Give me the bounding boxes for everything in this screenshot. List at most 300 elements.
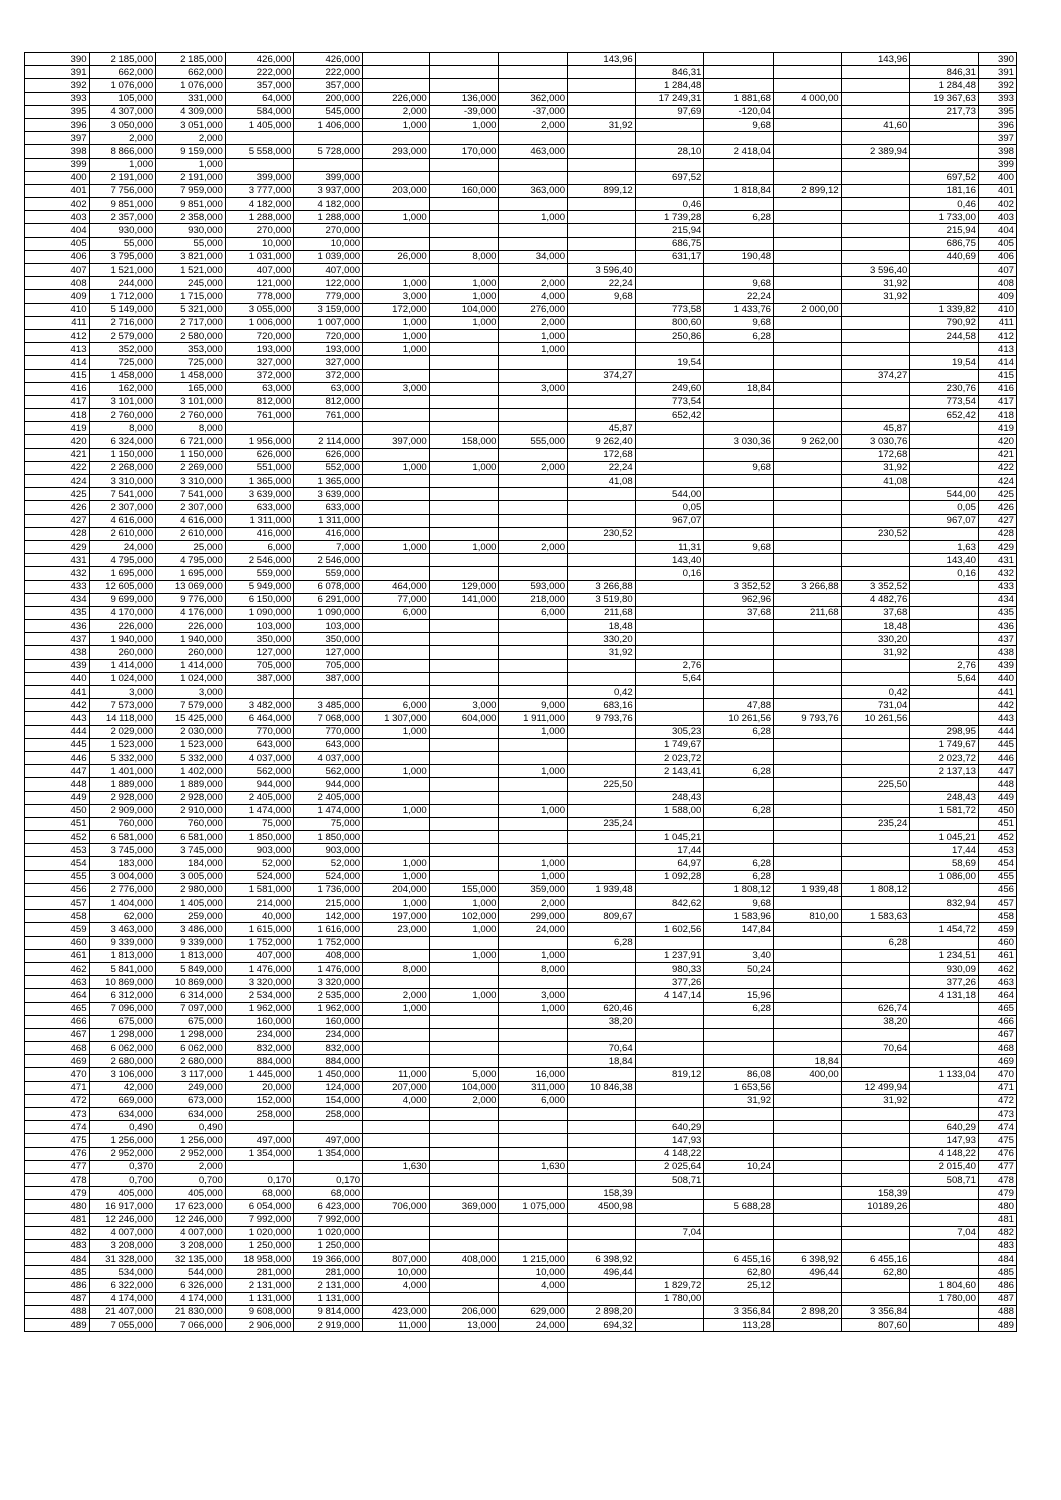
table-cell xyxy=(704,686,774,699)
table-cell: 1 020,000 xyxy=(294,1226,363,1239)
table-cell: 466 xyxy=(978,1015,1016,1028)
table-row xyxy=(25,1002,1017,1015)
table-cell xyxy=(635,778,704,791)
table-cell: 418 xyxy=(978,409,1016,422)
table-cell: 3 821,000 xyxy=(156,250,226,263)
table-row xyxy=(25,633,1017,646)
table-cell: 809,67 xyxy=(568,910,636,923)
table-cell xyxy=(568,540,636,553)
table-cell: 1 450,000 xyxy=(294,1068,363,1081)
table-cell: 6 423,000 xyxy=(294,1200,363,1213)
table-cell: 1 024,000 xyxy=(156,672,226,685)
table-cell: 129,000 xyxy=(429,580,499,593)
table-cell: 409 xyxy=(978,290,1016,303)
table-cell xyxy=(774,686,842,699)
table-cell: 846,31 xyxy=(635,66,704,79)
table-row xyxy=(25,1068,1017,1081)
table-cell xyxy=(429,738,499,751)
table-cell: 559,000 xyxy=(294,567,363,580)
table-cell xyxy=(499,422,568,435)
table-cell: 1,000 xyxy=(363,343,430,356)
table-cell: 6,28 xyxy=(704,329,774,342)
table-cell: 1 813,000 xyxy=(156,949,226,962)
table-cell: 475 xyxy=(25,1134,90,1147)
table-cell: 1,000 xyxy=(363,857,430,870)
table-cell: 41,60 xyxy=(841,118,910,131)
table-cell: 10 869,000 xyxy=(89,976,156,989)
table-cell: 846,31 xyxy=(910,66,979,79)
table-cell: 392 xyxy=(25,79,90,92)
table-cell xyxy=(635,646,704,659)
table-cell xyxy=(704,527,774,540)
table-cell xyxy=(429,1055,499,1068)
table-cell: -39,000 xyxy=(429,105,499,118)
table-cell xyxy=(910,158,979,171)
table-cell: 7 992,000 xyxy=(294,1213,363,1226)
table-cell: 395 xyxy=(25,105,90,118)
table-cell xyxy=(363,132,430,145)
table-cell: 437 xyxy=(978,633,1016,646)
table-row xyxy=(25,92,1017,105)
table-cell xyxy=(704,976,774,989)
table-cell xyxy=(363,79,430,92)
table-cell xyxy=(429,343,499,356)
table-cell: 2,000 xyxy=(499,277,568,290)
table-cell: 9 262,40 xyxy=(568,435,636,448)
table-cell: 770,000 xyxy=(294,725,363,738)
table-cell xyxy=(704,659,774,672)
table-cell: 2 906,000 xyxy=(225,1319,294,1332)
table-cell xyxy=(363,1226,430,1239)
table-cell: 21 407,000 xyxy=(89,1305,156,1318)
table-cell: 441 xyxy=(25,686,90,699)
table-cell xyxy=(499,1042,568,1055)
table-cell: 4 037,000 xyxy=(294,751,363,764)
table-cell: 0,46 xyxy=(635,198,704,211)
table-cell: 483 xyxy=(978,1239,1016,1252)
table-cell: 2 137,13 xyxy=(910,765,979,778)
table-cell: 222,000 xyxy=(294,66,363,79)
table-cell: 405 xyxy=(25,237,90,250)
table-cell: 7 055,000 xyxy=(89,1319,156,1332)
table-cell: 488 xyxy=(25,1305,90,1318)
table-row xyxy=(25,778,1017,791)
table-cell: 471 xyxy=(978,1081,1016,1094)
table-cell: 357,000 xyxy=(225,79,294,92)
table-cell: 472 xyxy=(25,1094,90,1107)
table-cell: 1 256,000 xyxy=(156,1134,226,1147)
table-cell xyxy=(774,356,842,369)
table-cell: 778,000 xyxy=(225,290,294,303)
table-cell: 421 xyxy=(978,448,1016,461)
table-body xyxy=(25,53,1017,1332)
table-cell xyxy=(568,962,636,975)
table-cell: 2 000,00 xyxy=(774,303,842,316)
table-row xyxy=(25,237,1017,250)
table-cell: 3 745,000 xyxy=(89,844,156,857)
table-cell: 311,000 xyxy=(499,1081,568,1094)
table-cell xyxy=(704,514,774,527)
table-cell xyxy=(635,461,704,474)
table-cell: 4 182,000 xyxy=(294,198,363,211)
table-cell xyxy=(704,1121,774,1134)
table-cell: 0,700 xyxy=(156,1173,226,1186)
table-row xyxy=(25,132,1017,145)
table-cell: 141,000 xyxy=(429,593,499,606)
table-row xyxy=(25,1015,1017,1028)
table-cell: 1,000 xyxy=(156,158,226,171)
table-cell xyxy=(841,765,910,778)
table-cell: 374,27 xyxy=(841,369,910,382)
table-cell: 673,000 xyxy=(156,1094,226,1107)
table-cell: 812,000 xyxy=(225,395,294,408)
table-cell: 9,000 xyxy=(499,699,568,712)
table-cell: 193,000 xyxy=(225,343,294,356)
table-cell: 9 339,000 xyxy=(156,936,226,949)
table-cell: 172,68 xyxy=(568,448,636,461)
table-row xyxy=(25,329,1017,342)
table-cell: 1 031,000 xyxy=(225,250,294,263)
table-cell: 980,33 xyxy=(635,962,704,975)
table-cell xyxy=(635,1015,704,1028)
table-cell: 489 xyxy=(978,1319,1016,1332)
table-cell xyxy=(429,1028,499,1041)
table-cell: 6 314,000 xyxy=(156,989,226,1002)
table-cell: 52,000 xyxy=(294,857,363,870)
table-cell: 4,000 xyxy=(363,1279,430,1292)
table-cell xyxy=(704,369,774,382)
table-cell: 2,000 xyxy=(429,1094,499,1107)
table-cell: 633,000 xyxy=(294,501,363,514)
table-cell: 448 xyxy=(978,778,1016,791)
table-cell: 2 131,000 xyxy=(294,1279,363,1292)
table-cell: 455 xyxy=(978,870,1016,883)
table-cell: 705,000 xyxy=(294,659,363,672)
table-cell xyxy=(429,1002,499,1015)
table-cell: 3 310,000 xyxy=(89,475,156,488)
table-cell: 11,000 xyxy=(363,1319,430,1332)
table-cell: 445 xyxy=(25,738,90,751)
table-cell xyxy=(499,751,568,764)
table-cell: 1 007,000 xyxy=(294,316,363,329)
table-cell xyxy=(568,765,636,778)
table-cell xyxy=(704,1015,774,1028)
table-cell: 0,05 xyxy=(910,501,979,514)
table-cell: 626,74 xyxy=(841,1002,910,1015)
table-cell xyxy=(910,1081,979,1094)
table-cell: 706,000 xyxy=(363,1200,430,1213)
table-cell: 1 458,000 xyxy=(156,369,226,382)
table-cell: 19 366,000 xyxy=(294,1253,363,1266)
table-cell: 899,12 xyxy=(568,184,636,197)
table-cell: 10,000 xyxy=(363,1266,430,1279)
table-cell: 1,000 xyxy=(363,540,430,553)
table-cell: 725,000 xyxy=(89,356,156,369)
table-cell: 411 xyxy=(25,316,90,329)
table-cell: 9 262,00 xyxy=(774,435,842,448)
table-cell xyxy=(910,475,979,488)
table-cell: 5 321,000 xyxy=(156,303,226,316)
table-cell: 6,000 xyxy=(363,699,430,712)
table-cell: 2 952,000 xyxy=(89,1147,156,1160)
table-cell: 2 185,000 xyxy=(156,53,226,66)
table-row xyxy=(25,831,1017,844)
table-row xyxy=(25,540,1017,553)
table-cell xyxy=(774,738,842,751)
table-cell: 13,000 xyxy=(429,1319,499,1332)
table-cell xyxy=(704,488,774,501)
table-cell: 465 xyxy=(25,1002,90,1015)
table-cell: 211,68 xyxy=(568,606,636,619)
table-cell: 731,04 xyxy=(841,699,910,712)
table-cell: 0,170 xyxy=(225,1173,294,1186)
table-cell xyxy=(635,1266,704,1279)
table-cell: 408 xyxy=(978,277,1016,290)
table-cell xyxy=(635,277,704,290)
table-cell: 17 623,000 xyxy=(156,1200,226,1213)
table-cell xyxy=(774,329,842,342)
table-cell xyxy=(841,567,910,580)
table-cell: 481 xyxy=(25,1213,90,1226)
table-cell: 450 xyxy=(25,804,90,817)
table-cell xyxy=(499,686,568,699)
table-cell: 7 541,000 xyxy=(156,488,226,501)
table-cell: 22,24 xyxy=(568,277,636,290)
table-cell xyxy=(429,1226,499,1239)
table-cell: 18,84 xyxy=(774,1055,842,1068)
table-cell xyxy=(774,765,842,778)
table-cell xyxy=(499,475,568,488)
table-row xyxy=(25,1226,1017,1239)
table-cell: 842,62 xyxy=(635,897,704,910)
table-cell: 9 776,000 xyxy=(156,593,226,606)
table-cell: 468 xyxy=(25,1042,90,1055)
table-cell: 2 143,41 xyxy=(635,765,704,778)
table-cell: 481 xyxy=(978,1213,1016,1226)
table-cell xyxy=(363,356,430,369)
table-cell xyxy=(363,1121,430,1134)
table-cell: 2 760,000 xyxy=(89,409,156,422)
table-cell: 455 xyxy=(25,870,90,883)
table-cell: 461 xyxy=(978,949,1016,962)
table-cell xyxy=(635,118,704,131)
table-cell: 1 695,000 xyxy=(89,567,156,580)
table-cell: 471 xyxy=(25,1081,90,1094)
table-cell xyxy=(363,1055,430,1068)
table-cell xyxy=(568,488,636,501)
table-cell: 431 xyxy=(25,554,90,567)
table-cell: 0,42 xyxy=(841,686,910,699)
table-cell xyxy=(704,1134,774,1147)
table-cell xyxy=(429,198,499,211)
table-cell: 643,000 xyxy=(294,738,363,751)
table-cell: 2 928,000 xyxy=(89,791,156,804)
table-cell: 438 xyxy=(978,646,1016,659)
table-cell: 1,000 xyxy=(429,540,499,553)
table-cell xyxy=(774,105,842,118)
table-cell xyxy=(429,422,499,435)
table-cell: 458 xyxy=(25,910,90,923)
table-cell: 1 739,28 xyxy=(635,211,704,224)
table-row xyxy=(25,277,1017,290)
table-cell: 1,000 xyxy=(429,923,499,936)
table-cell: 482 xyxy=(25,1226,90,1239)
table-cell: 2 268,000 xyxy=(89,461,156,474)
table-cell: 1,000 xyxy=(429,461,499,474)
table-cell: 327,000 xyxy=(294,356,363,369)
table-cell: 1 405,000 xyxy=(156,897,226,910)
table-cell: 97,69 xyxy=(635,105,704,118)
table-cell: 3 004,000 xyxy=(89,870,156,883)
table-row xyxy=(25,211,1017,224)
table-cell: 5 332,000 xyxy=(89,751,156,764)
table-cell: 812,000 xyxy=(294,395,363,408)
table-cell: 1 284,48 xyxy=(635,79,704,92)
table-cell xyxy=(841,92,910,105)
table-cell: 372,000 xyxy=(225,369,294,382)
table-cell xyxy=(774,514,842,527)
table-cell xyxy=(363,1134,430,1147)
table-cell: 6,28 xyxy=(704,725,774,738)
table-cell: 9 699,000 xyxy=(89,593,156,606)
table-cell xyxy=(774,633,842,646)
table-cell: 3 486,000 xyxy=(156,923,226,936)
table-cell: 819,12 xyxy=(635,1068,704,1081)
table-cell: 217,73 xyxy=(910,105,979,118)
table-cell: 214,000 xyxy=(225,897,294,910)
table-cell: 4 182,000 xyxy=(225,198,294,211)
table-cell: 545,000 xyxy=(294,105,363,118)
table-cell: 2,000 xyxy=(499,316,568,329)
table-cell: 387,000 xyxy=(225,672,294,685)
table-cell xyxy=(774,448,842,461)
table-cell: 412 xyxy=(978,329,1016,342)
table-cell: 17,44 xyxy=(635,844,704,857)
table-cell: 2 029,000 xyxy=(89,725,156,738)
table-cell xyxy=(429,1147,499,1160)
table-cell xyxy=(704,1213,774,1226)
table-cell: 480 xyxy=(978,1200,1016,1213)
table-row xyxy=(25,976,1017,989)
table-cell: 479 xyxy=(978,1187,1016,1200)
table-cell: 0,490 xyxy=(89,1121,156,1134)
table-cell: 427 xyxy=(25,514,90,527)
table-cell: 3 101,000 xyxy=(156,395,226,408)
table-cell: 399 xyxy=(25,158,90,171)
table-cell: 362,000 xyxy=(499,92,568,105)
table-cell: 369,000 xyxy=(429,1200,499,1213)
table-cell: 440 xyxy=(25,672,90,685)
table-cell xyxy=(841,211,910,224)
table-cell: 464 xyxy=(978,989,1016,1002)
table-cell: 18,84 xyxy=(704,382,774,395)
table-cell: 1 808,12 xyxy=(704,883,774,896)
table-cell xyxy=(910,936,979,949)
table-cell: 299,000 xyxy=(499,910,568,923)
table-cell: 6 464,000 xyxy=(225,712,294,725)
table-cell xyxy=(363,395,430,408)
table-cell: 445 xyxy=(978,738,1016,751)
table-cell xyxy=(635,448,704,461)
table-cell: 1 712,000 xyxy=(89,290,156,303)
table-cell xyxy=(704,778,774,791)
table-cell xyxy=(363,1108,430,1121)
table-cell: 160,000 xyxy=(429,184,499,197)
table-row xyxy=(25,949,1017,962)
table-cell: 476 xyxy=(25,1147,90,1160)
table-cell xyxy=(429,211,499,224)
table-cell xyxy=(568,1279,636,1292)
table-cell: 225,50 xyxy=(841,778,910,791)
table-cell: 476 xyxy=(978,1147,1016,1160)
table-cell: 2 909,000 xyxy=(89,804,156,817)
table-cell: 398 xyxy=(25,145,90,158)
table-cell xyxy=(363,949,430,962)
table-cell xyxy=(429,448,499,461)
table-cell: 327,000 xyxy=(225,356,294,369)
table-cell: 424 xyxy=(978,475,1016,488)
table-cell xyxy=(841,791,910,804)
table-cell: 7 066,000 xyxy=(156,1319,226,1332)
table-cell xyxy=(841,224,910,237)
table-cell: 193,000 xyxy=(294,343,363,356)
table-cell: 404 xyxy=(25,224,90,237)
table-cell: 1 476,000 xyxy=(225,962,294,975)
table-cell: 551,000 xyxy=(225,461,294,474)
table-cell: 215,94 xyxy=(910,224,979,237)
table-cell: 6 721,000 xyxy=(156,435,226,448)
table-cell xyxy=(363,1173,430,1186)
table-cell: 11,000 xyxy=(363,1068,430,1081)
table-row xyxy=(25,725,1017,738)
table-cell: 408,000 xyxy=(429,1253,499,1266)
table-cell xyxy=(704,475,774,488)
table-row xyxy=(25,686,1017,699)
table-cell: 1 581,000 xyxy=(225,883,294,896)
table-cell: 400,00 xyxy=(774,1068,842,1081)
table-cell: 103,000 xyxy=(294,620,363,633)
table-cell: 779,000 xyxy=(294,290,363,303)
table-cell xyxy=(568,976,636,989)
table-cell: 626,000 xyxy=(225,448,294,461)
table-cell: 19,54 xyxy=(635,356,704,369)
table-cell xyxy=(568,343,636,356)
table-cell: 86,08 xyxy=(704,1068,774,1081)
table-cell: 5 558,000 xyxy=(225,145,294,158)
table-cell: 3 596,40 xyxy=(841,264,910,277)
table-cell: 183,000 xyxy=(89,857,156,870)
table-cell: -37,000 xyxy=(499,105,568,118)
table-row xyxy=(25,910,1017,923)
table-cell xyxy=(910,1319,979,1332)
table-cell: 1 406,000 xyxy=(294,118,363,131)
table-cell: 6,000 xyxy=(363,606,430,619)
table-cell xyxy=(774,422,842,435)
table-cell: 1 090,000 xyxy=(225,606,294,619)
table-cell xyxy=(910,1002,979,1015)
table-cell xyxy=(774,409,842,422)
table-cell: 102,000 xyxy=(429,910,499,923)
table-cell xyxy=(429,475,499,488)
table-row xyxy=(25,369,1017,382)
table-cell: 31,92 xyxy=(568,118,636,131)
table-cell: 0,370 xyxy=(89,1160,156,1173)
table-cell: 3 208,000 xyxy=(156,1239,226,1252)
table-cell xyxy=(704,844,774,857)
table-cell: 421 xyxy=(25,448,90,461)
table-cell xyxy=(429,844,499,857)
table-cell xyxy=(363,567,430,580)
